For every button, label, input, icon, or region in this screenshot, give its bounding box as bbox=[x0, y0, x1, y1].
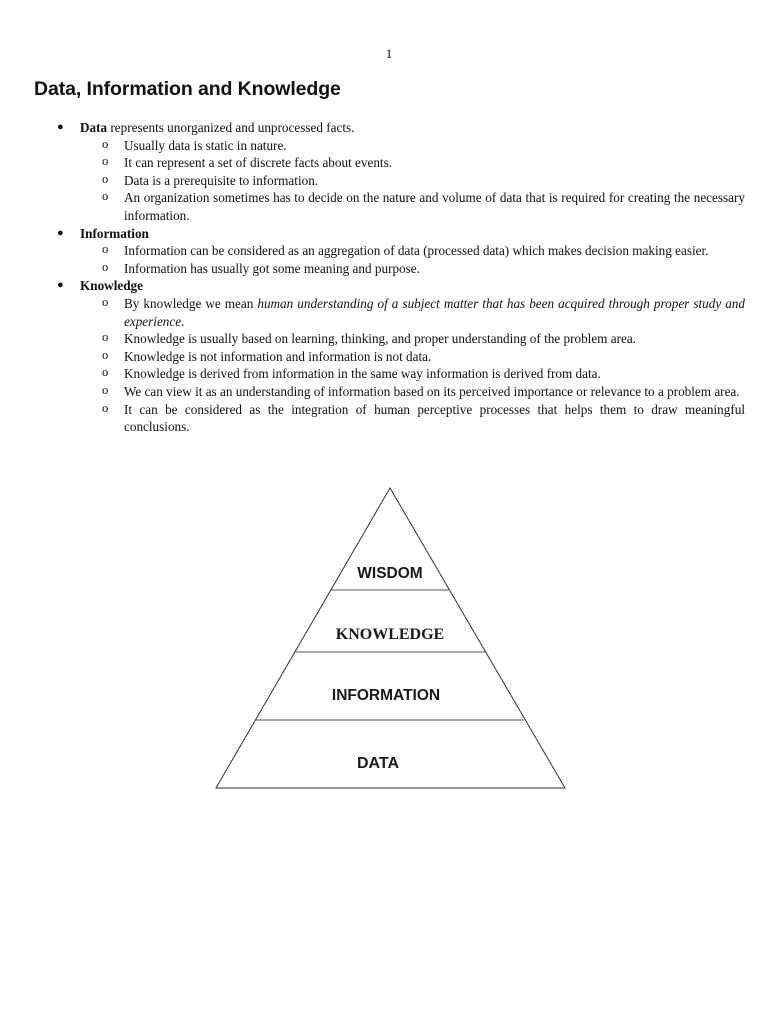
sub-item: o Knowledge is usually based on learning, thinking, and proper understanding of the problem area. bbox=[102, 330, 636, 347]
sub-item: o Knowledge is derived from information in the same way information is derived from data. bbox=[102, 365, 601, 382]
pyramid-level-data: DATA bbox=[356, 755, 400, 772]
sub-bullet-marker: o bbox=[102, 294, 109, 309]
page-number: 1 bbox=[385, 46, 393, 61]
pyramid-level-knowledge: KNOWLEDGE bbox=[335, 626, 445, 643]
pyramid-level-information: INFORMATION bbox=[331, 687, 441, 704]
sub-item: o Information can be considered as an aggregation of data (processed data) which makes decision making easier. bbox=[102, 242, 709, 259]
sub-item: o We can view it as an understanding of information based on its perceived importance or relevance to a problem area. bbox=[102, 382, 740, 399]
bullet-list bbox=[0, 119, 768, 436]
sub-bullet-marker: o bbox=[102, 365, 109, 380]
sub-bullet-marker: o bbox=[102, 382, 109, 397]
bullet-dot: ● bbox=[57, 121, 64, 133]
bullet-dot: ● bbox=[57, 226, 64, 239]
data-intro: represents unorganized and unprocessed facts. bbox=[107, 120, 355, 135]
page-title: Data, Information and Knowledge bbox=[34, 78, 341, 100]
sub-bullet-marker: o bbox=[102, 400, 109, 415]
sub-bullet-marker: o bbox=[102, 189, 109, 204]
pyramid-outline bbox=[216, 488, 565, 788]
sub-bullet-marker: o bbox=[102, 171, 109, 186]
term-knowledge: Knowledge bbox=[80, 278, 144, 294]
sub-bullet-marker: o bbox=[102, 136, 109, 151]
pyramid-level-wisdom: WISDOM bbox=[357, 565, 423, 582]
sub-bullet-marker: o bbox=[102, 259, 109, 274]
sub-item: o Knowledge is not information and information is not data. bbox=[102, 347, 432, 364]
sub-item: o An organization sometimes has to decide on the nature and volume of data that is required for creating the necessary information. bbox=[102, 189, 745, 223]
bullet-knowledge bbox=[0, 277, 768, 295]
sub-bullet-marker: o bbox=[102, 154, 109, 169]
sub-item: o Data is a prerequisite to information. bbox=[102, 171, 319, 188]
sub-item: o Usually data is static in nature. bbox=[102, 136, 287, 153]
sub-item: o By knowledge we mean human understanding of a subject matter that has been acquired through proper study and experience. bbox=[102, 294, 745, 329]
sub-bullet-marker: o bbox=[102, 330, 109, 345]
bullet-data bbox=[0, 119, 768, 137]
sub-item: o It can be considered as the integration of human perceptive processes that helps them to draw meaningful conclusions. bbox=[102, 400, 745, 435]
term-data: Data bbox=[80, 120, 108, 135]
term-information: Information bbox=[80, 225, 149, 241]
bullet-dot: ● bbox=[57, 279, 64, 292]
knowledge-definition: human understanding of a subject matter that has been acquired through proper study and experience bbox=[124, 295, 745, 329]
sub-bullet-marker: o bbox=[102, 242, 109, 257]
sub-item: o Information has usually got some meaning and purpose. bbox=[102, 259, 420, 276]
bullet-information bbox=[0, 225, 768, 243]
sub-bullet-marker: o bbox=[102, 347, 109, 362]
sub-item: o It can represent a set of discrete facts about events. bbox=[102, 154, 393, 171]
